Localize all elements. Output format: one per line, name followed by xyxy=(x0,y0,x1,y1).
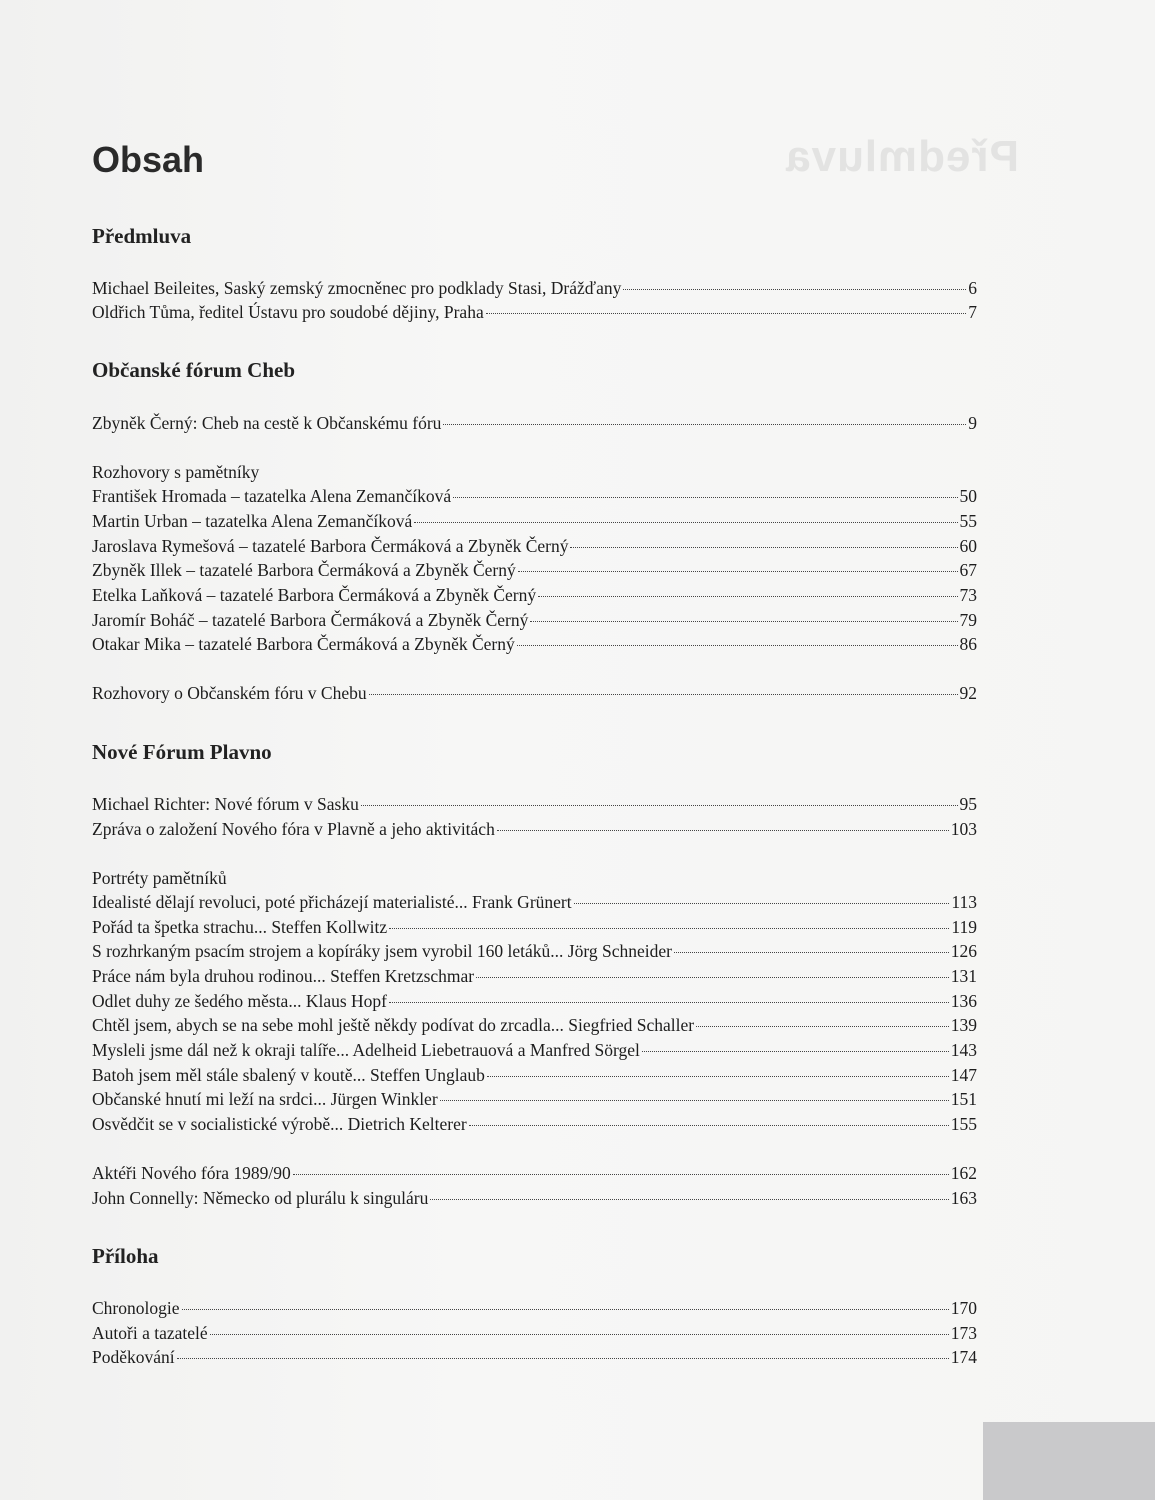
dot-leader xyxy=(674,952,949,953)
dot-leader xyxy=(518,571,958,572)
toc-entry[interactable] xyxy=(92,1063,977,1087)
entry-title: Oldřich Tůma, ředitel Ústavu pro soudobé dějiny, Praha xyxy=(92,302,484,322)
entry-title: Jaroslava Rymešová – tazatelé Barbora Čermáková a Zbyněk Černý xyxy=(92,536,569,556)
entry-title: František Hromada – tazatelka Alena Zemančíková xyxy=(92,486,452,506)
entry-title: Zbyněk Černý: Cheb na cestě k Občanskému fóru xyxy=(92,413,442,433)
entry-title: Jaromír Boháč – tazatelé Barbora Čermáková a Zbyněk Černý xyxy=(92,610,529,630)
dot-leader xyxy=(453,497,957,498)
entry-page: 139 xyxy=(950,1015,977,1035)
entry-page: 92 xyxy=(959,683,977,703)
toc-entry[interactable] xyxy=(92,300,977,324)
entry-title: Chtěl jsem, abych se na sebe mohl ještě někdy podívat do zrcadla... Siegfried Schaller xyxy=(92,1015,695,1035)
dot-leader xyxy=(696,1026,949,1027)
entry-title: Rozhovory o Občanském fóru v Chebu xyxy=(92,683,367,703)
toc-entry[interactable] xyxy=(92,509,977,533)
dot-leader xyxy=(414,522,957,523)
toc-entry[interactable] xyxy=(92,1321,977,1345)
dot-leader xyxy=(538,596,957,597)
toc-entry[interactable] xyxy=(92,989,977,1013)
entry-title: Zpráva o založení Nového fóra v Plavně a jeho aktivitách xyxy=(92,819,495,839)
entry-title: John Connelly: Německo od plurálu k singuláru xyxy=(92,1188,429,1208)
dot-leader xyxy=(487,1076,949,1077)
entry-page: 86 xyxy=(959,634,977,654)
dot-leader xyxy=(443,424,966,425)
entry-title: Práce nám byla druhou rodinou... Steffen Kretzschmar xyxy=(92,966,475,986)
entry-title: Mysleli jsme dál než k okraji talíře... Adelheid Liebetrauová a Manfred Sörgel xyxy=(92,1040,640,1060)
toc-entry[interactable] xyxy=(92,608,977,632)
entry-page: 9 xyxy=(968,413,977,433)
section-heading-priloha: Příloha xyxy=(92,1244,159,1268)
entry-title: Michael Richter: Nové fórum v Sasku xyxy=(92,794,359,814)
entry-title: Martin Urban – tazatelka Alena Zemančíková xyxy=(92,511,413,531)
dot-leader xyxy=(293,1174,949,1175)
toc-entry[interactable] xyxy=(92,1112,977,1136)
entry-page: 6 xyxy=(968,278,977,298)
entry-page: 55 xyxy=(959,511,977,531)
toc-entry[interactable] xyxy=(92,1038,977,1062)
dot-leader xyxy=(182,1309,949,1310)
toc-entry[interactable] xyxy=(92,915,977,939)
dot-leader xyxy=(440,1100,949,1101)
entry-page: 73 xyxy=(959,585,977,605)
toc-entry[interactable] xyxy=(92,534,977,558)
toc-entry[interactable] xyxy=(92,1087,977,1111)
dot-leader xyxy=(476,977,949,978)
dot-leader xyxy=(517,645,958,646)
entry-title: Osvědčit se v socialistické výrobě... Dietrich Kelterer xyxy=(92,1114,467,1134)
toc-entry[interactable] xyxy=(92,411,977,435)
entry-page: 131 xyxy=(950,966,977,986)
entry-page: 136 xyxy=(950,991,977,1011)
page-title: Obsah xyxy=(92,139,205,180)
toc-entry[interactable] xyxy=(92,890,977,914)
entry-title: Chronologie xyxy=(92,1298,180,1318)
toc-entry[interactable] xyxy=(92,632,977,656)
entry-title: Otakar Mika – tazatelé Barbora Čermáková a Zbyněk Černý xyxy=(92,634,515,654)
entry-page: 7 xyxy=(968,302,977,322)
dot-leader xyxy=(623,289,966,290)
entry-page: 95 xyxy=(959,794,977,814)
entry-page: 174 xyxy=(950,1347,977,1367)
entry-page: 50 xyxy=(959,486,977,506)
toc-entry[interactable] xyxy=(92,939,977,963)
toc-entry[interactable] xyxy=(92,1296,977,1320)
toc-entry[interactable] xyxy=(92,583,977,607)
dot-leader xyxy=(430,1199,948,1200)
entry-page: 126 xyxy=(950,941,977,961)
dot-leader xyxy=(469,1125,949,1126)
dot-leader xyxy=(389,928,949,929)
entry-page: 79 xyxy=(959,610,977,630)
toc-entry[interactable] xyxy=(92,792,977,816)
dot-leader xyxy=(177,1358,949,1359)
entry-title: Zbyněk Illek – tazatelé Barbora Čermáková a Zbyněk Černý xyxy=(92,560,516,580)
entry-page: 143 xyxy=(950,1040,977,1060)
entry-page: 147 xyxy=(950,1065,977,1085)
subsection-heading: Rozhovory s pamětníky xyxy=(92,462,260,482)
entry-title: Batoh jsem měl stále sbalený v koutě... Steffen Unglaub xyxy=(92,1065,485,1085)
dot-leader xyxy=(369,694,958,695)
entry-page: 151 xyxy=(950,1089,977,1109)
entry-title: S rozhrkaným psacím strojem a kopíráky jsem vyrobil 160 letáků... Jörg Schneider xyxy=(92,941,672,961)
dot-leader xyxy=(570,547,957,548)
entry-title: Autoři a tazatelé xyxy=(92,1323,208,1343)
toc-entry[interactable] xyxy=(92,1345,977,1369)
section-heading-predmluva: Předmluva xyxy=(92,224,192,248)
section-heading-nf-plavno: Nové Fórum Plavno xyxy=(92,740,272,764)
dot-leader xyxy=(389,1002,949,1003)
subsection-heading: Portréty pamětníků xyxy=(92,868,227,888)
entry-page: 163 xyxy=(950,1188,977,1208)
entry-page: 170 xyxy=(950,1298,977,1318)
toc-entry[interactable] xyxy=(92,1186,977,1210)
entry-title: Pořád ta špetka strachu... Steffen Kollwitz xyxy=(92,917,388,937)
toc-entry[interactable] xyxy=(92,1013,977,1037)
entry-page: 103 xyxy=(950,819,977,839)
toc-entry[interactable] xyxy=(92,1161,977,1185)
entry-page: 162 xyxy=(950,1163,977,1183)
dot-leader xyxy=(574,903,950,904)
entry-page: 155 xyxy=(950,1114,977,1134)
entry-page: 60 xyxy=(959,536,977,556)
entry-page: 119 xyxy=(951,917,977,937)
entry-title: Idealisté dělají revoluci, poté přicházejí materialisté... Frank Grünert xyxy=(92,892,572,912)
entry-page: 67 xyxy=(959,560,977,580)
entry-title: Etelka Laňková – tazatelé Barbora Čermáková a Zbyněk Černý xyxy=(92,585,537,605)
corner-gray-block xyxy=(983,1422,1155,1500)
dot-leader xyxy=(486,313,967,314)
dot-leader xyxy=(361,805,958,806)
entry-title: Občanské hnutí mi leží na srdci... Jürgen Winkler xyxy=(92,1089,438,1109)
toc-entry[interactable] xyxy=(92,681,977,705)
dot-leader xyxy=(210,1334,949,1335)
table-of-contents xyxy=(92,138,977,1367)
toc-entry[interactable] xyxy=(92,964,977,988)
entry-page: 173 xyxy=(950,1323,977,1343)
dot-leader xyxy=(642,1051,949,1052)
toc-entry[interactable] xyxy=(92,484,977,508)
show-through-heading: Předmluva xyxy=(785,132,1019,181)
toc-entry[interactable] xyxy=(92,276,977,300)
entry-title: Michael Beileites, Saský zemský zmocněnec pro podklady Stasi, Drážďany xyxy=(92,278,622,298)
toc-entry[interactable] xyxy=(92,817,977,841)
dot-leader xyxy=(530,621,957,622)
toc-entry[interactable] xyxy=(92,558,977,582)
entry-page: 113 xyxy=(951,892,977,912)
entry-title: Poděkování xyxy=(92,1347,175,1367)
entry-title: Odlet duhy ze šedého města... Klaus Hopf xyxy=(92,991,387,1011)
dot-leader xyxy=(497,830,949,831)
entry-title: Aktéři Nového fóra 1989/90 xyxy=(92,1163,291,1183)
section-heading-of-cheb: Občanské fórum Cheb xyxy=(92,358,296,382)
